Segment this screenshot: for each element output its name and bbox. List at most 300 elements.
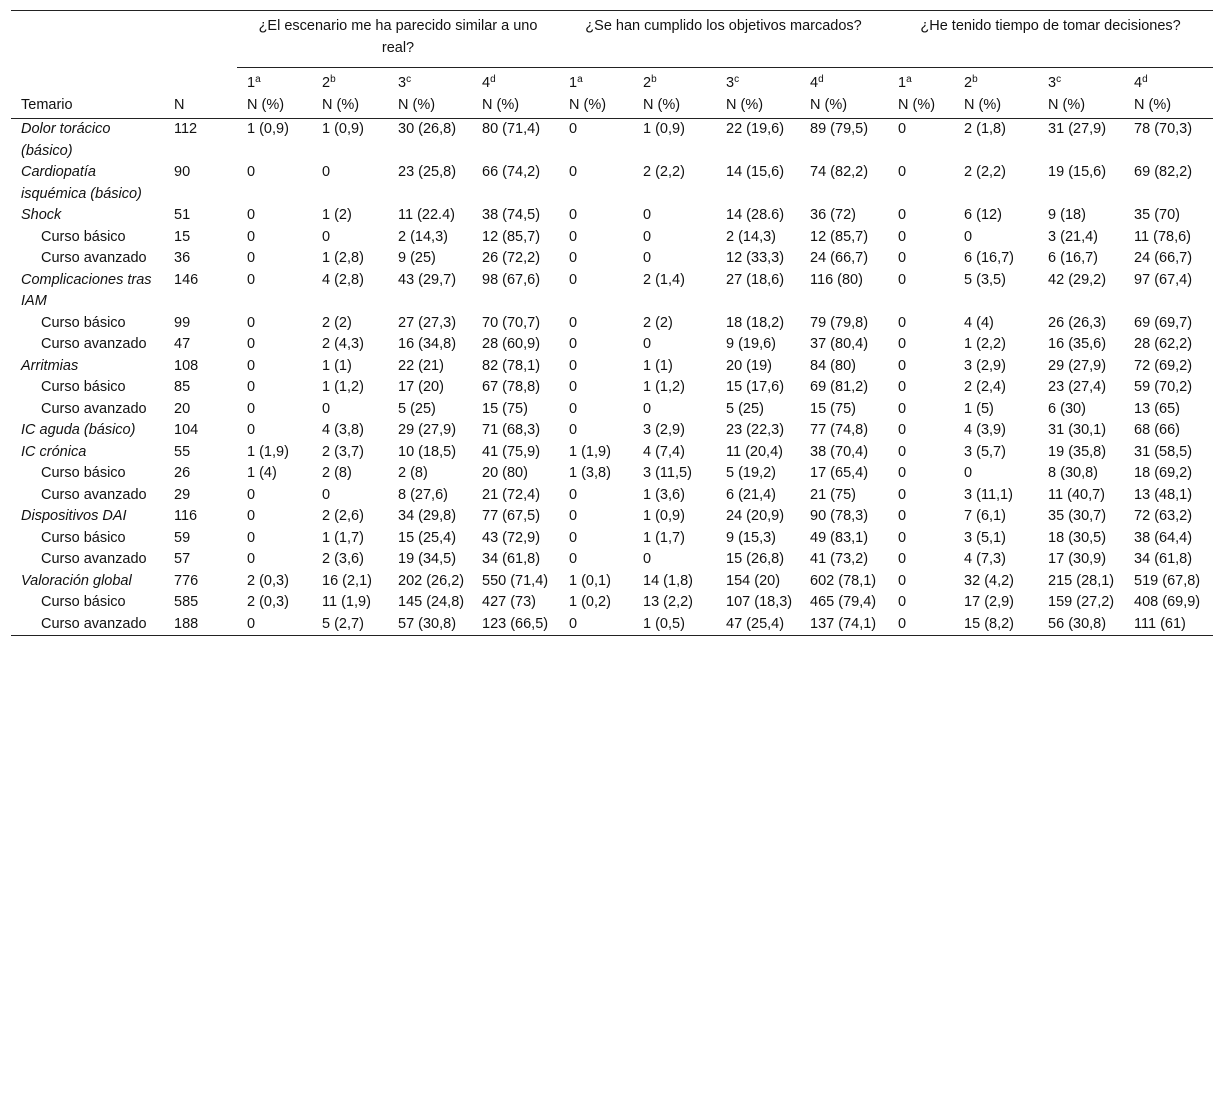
table-cell: 12 (85,7) xyxy=(482,228,541,245)
table-cell: 24 (66,7) xyxy=(810,250,869,266)
scale-number: 3 xyxy=(398,75,407,91)
scale-number: 1 xyxy=(569,75,578,91)
table-cell: 427 (73) xyxy=(482,594,537,610)
table-cell: 1 (2) xyxy=(322,207,352,223)
table-cell: 465 (79,4) xyxy=(810,594,877,610)
table-cell: 0 xyxy=(643,336,652,352)
table-cell: 79 (79,8) xyxy=(810,314,869,331)
table-cell: 0 xyxy=(643,400,652,417)
table-cell: 20 (80) xyxy=(482,465,528,481)
table-cell: 0 xyxy=(898,529,907,546)
table-cell: 0 xyxy=(237,614,312,636)
table-cell: 5 (3,5) xyxy=(964,271,1006,288)
table-cell: 1 (1,2) xyxy=(322,379,364,395)
scale-header xyxy=(312,68,388,95)
table-cell: 1 (1) xyxy=(322,357,352,374)
table-cell: 70 (70,7) xyxy=(482,314,541,331)
scale-number: 1 xyxy=(898,75,907,91)
table-header xyxy=(11,11,1213,119)
table-cell: 116 (80) xyxy=(810,271,863,288)
table-cell: 0 xyxy=(247,422,256,438)
table-cell: 2 (2,2) xyxy=(643,164,685,180)
table-cell: 69 (69,7) xyxy=(1134,314,1193,331)
table-cell: 0 xyxy=(898,271,907,288)
table-cell: 97 (67,4) xyxy=(1134,271,1193,288)
table-cell: 15 (26,8) xyxy=(726,551,785,567)
row-n: 47 xyxy=(174,336,191,352)
table-cell: 2 (14,3) xyxy=(398,228,448,245)
table-cell: 0 xyxy=(322,400,331,417)
table-cell: 69 (82,2) xyxy=(1134,164,1193,180)
table-cell: 0 xyxy=(247,164,256,180)
table-cell: 6 (30) xyxy=(1048,400,1086,417)
table-cell: 1 (1,7) xyxy=(322,529,364,546)
table-cell: 38 (74,5) xyxy=(482,207,541,223)
table-cell: 519 (67,8) xyxy=(1134,572,1201,589)
table-cell: 11 (40,7) xyxy=(1048,486,1105,503)
table-cell: 1 (3,8) xyxy=(569,465,611,481)
table-cell: 67 (78,8) xyxy=(482,379,541,395)
row-n: 90 xyxy=(174,164,191,180)
table-cell: 0 xyxy=(898,357,907,374)
table-cell: 68 (66) xyxy=(1134,422,1180,438)
column-header-n-percent: N (%) xyxy=(1038,95,1124,119)
scale-number: 2 xyxy=(322,75,331,91)
table-cell: 215 (28,1) xyxy=(1048,572,1115,589)
table-cell: 0 xyxy=(898,228,907,245)
question-realism-header: ¿El escenario me ha parecido similar a uno real? xyxy=(237,11,559,68)
table-row xyxy=(11,356,1213,378)
row-n: 85 xyxy=(174,379,191,395)
table-cell: 1 (0,9) xyxy=(247,121,289,137)
table-cell: 2 (1,4) xyxy=(643,271,685,288)
scale-header xyxy=(954,68,1038,95)
row-label: Shock xyxy=(21,207,62,223)
table-cell: 2 (8) xyxy=(398,465,428,481)
table-cell: 4 (2,8) xyxy=(322,271,364,288)
table-cell: 0 xyxy=(247,207,256,223)
table-cell: 6 (16,7) xyxy=(964,250,1015,266)
column-labels-row xyxy=(11,95,1213,119)
table-cell: 66 (74,2) xyxy=(482,164,541,180)
table-cell: 3 (21,4) xyxy=(1048,228,1099,245)
table-cell: 38 (64,4) xyxy=(1134,529,1193,546)
table-cell: 38 (70,4) xyxy=(810,443,869,460)
table-cell: 1 (2,2) xyxy=(964,336,1006,352)
row-n: 108 xyxy=(174,357,199,374)
table-cell: 72 (69,2) xyxy=(1134,357,1193,374)
table-cell: 31 (30,1) xyxy=(1048,422,1107,438)
table-cell: 31 (58,5) xyxy=(1134,443,1193,460)
table-cell: 0 xyxy=(898,314,907,331)
scale-footnote-mark: b xyxy=(330,74,336,85)
column-header-n-percent: N (%) xyxy=(237,95,312,119)
table-cell: 3 (5,7) xyxy=(964,443,1006,460)
table-cell: 5 (2,7) xyxy=(312,614,388,636)
table-cell: 0 xyxy=(247,379,256,395)
scale-number: 1 xyxy=(247,75,256,91)
scale-row xyxy=(11,68,1213,95)
table-cell: 4 (3,9) xyxy=(964,422,1006,438)
table-cell: 24 (66,7) xyxy=(1134,250,1193,266)
table-cell: 26 (26,3) xyxy=(1048,314,1107,331)
table-cell: 57 (30,8) xyxy=(388,614,472,636)
table-cell: 0 xyxy=(569,228,578,245)
table-cell: 3 (11,1) xyxy=(964,486,1013,503)
scale-header xyxy=(559,68,633,95)
table-cell: 12 (33,3) xyxy=(726,250,785,266)
table-cell: 77 (67,5) xyxy=(482,508,541,524)
table-cell: 3 (2,9) xyxy=(964,357,1006,374)
row-n: 104 xyxy=(174,422,199,438)
table-cell: 0 xyxy=(643,551,652,567)
table-cell: 1 (0,1) xyxy=(569,572,611,589)
table-cell: 43 (29,7) xyxy=(398,271,457,288)
table-row xyxy=(11,442,1213,464)
column-header-n-percent: N (%) xyxy=(954,95,1038,119)
row-n: 116 xyxy=(174,508,198,524)
table-cell: 84 (80) xyxy=(810,357,856,374)
scale-number: 3 xyxy=(726,75,735,91)
table-row xyxy=(11,485,1213,507)
table-cell: 20 (19) xyxy=(726,357,772,374)
table-cell: 0 xyxy=(964,465,973,481)
table-row xyxy=(11,571,1213,593)
table-cell: 11 (1,9) xyxy=(322,594,371,610)
table-cell: 35 (70) xyxy=(1134,207,1180,223)
table-cell: 4 (7,4) xyxy=(643,443,685,460)
table-cell: 41 (75,9) xyxy=(482,443,541,460)
table-row xyxy=(11,248,1213,270)
table-cell: 3 (5,1) xyxy=(964,529,1006,546)
table-cell: 2 (2,6) xyxy=(322,508,364,524)
scale-header xyxy=(888,68,954,95)
table-cell: 0 xyxy=(247,508,256,524)
table-cell: 7 (6,1) xyxy=(964,508,1006,524)
table-cell: 5 (25) xyxy=(398,400,436,417)
table-cell: 82 (78,1) xyxy=(482,357,541,374)
table-cell: 47 (25,4) xyxy=(716,614,800,636)
table-cell: 18 (69,2) xyxy=(1134,465,1193,481)
table-cell: 24 (20,9) xyxy=(726,508,785,524)
table-cell: 0 xyxy=(322,486,331,503)
table-cell: 29 (27,9) xyxy=(1048,357,1107,374)
table-cell: 0 xyxy=(898,594,907,610)
table-cell: 11 (20,4) xyxy=(726,443,783,460)
table-cell: 35 (30,7) xyxy=(1048,508,1107,524)
table-cell: 11 (22.4) xyxy=(398,207,455,223)
table-cell: 42 (29,2) xyxy=(1048,271,1107,288)
table-cell: 0 xyxy=(569,250,578,266)
table-cell: 2 (4,3) xyxy=(322,336,364,352)
scale-header xyxy=(716,68,800,95)
table-cell: 0 xyxy=(898,164,907,180)
column-header-n-percent: N (%) xyxy=(559,95,633,119)
table-cell: 1 (4) xyxy=(247,465,277,481)
table-cell: 1 (0,2) xyxy=(569,594,611,610)
table-cell: 3 (2,9) xyxy=(643,422,685,438)
row-label: Curso avanzado xyxy=(11,614,164,636)
table-cell: 111 (61) xyxy=(1124,614,1213,636)
table-cell: 11 (78,6) xyxy=(1134,228,1191,245)
scale-header xyxy=(472,68,559,95)
row-n: 26 xyxy=(174,465,191,481)
column-header-n-percent: N (%) xyxy=(388,95,472,119)
table-cell: 159 (27,2) xyxy=(1048,594,1115,610)
table-cell: 80 (71,4) xyxy=(482,121,541,137)
table-cell: 0 xyxy=(898,465,907,481)
row-label: Curso básico xyxy=(41,465,126,481)
column-header-n-percent: N (%) xyxy=(716,95,800,119)
table-cell: 550 (71,4) xyxy=(482,572,549,589)
table-cell: 0 xyxy=(643,250,652,266)
row-n: 55 xyxy=(174,443,191,460)
row-n: 188 xyxy=(164,614,237,636)
table-cell: 14 (15,6) xyxy=(726,164,785,180)
table-row xyxy=(11,549,1213,571)
table-cell: 2 (0,3) xyxy=(247,572,289,589)
table-cell: 26 (72,2) xyxy=(482,250,541,266)
table-row xyxy=(11,162,1213,205)
row-label: Curso básico xyxy=(41,529,126,546)
column-header-topic: Temario xyxy=(11,95,164,119)
column-header-n-percent: N (%) xyxy=(633,95,716,119)
table-cell: 123 (66,5) xyxy=(472,614,559,636)
scale-footnote-mark: d xyxy=(490,74,496,85)
table-cell: 3 (11,5) xyxy=(643,465,692,481)
scale-header xyxy=(388,68,472,95)
table-cell: 5 (19,2) xyxy=(726,465,776,481)
table-cell: 9 (19,6) xyxy=(726,336,776,352)
row-label: Arritmias xyxy=(21,357,79,374)
table-cell: 1 (0,9) xyxy=(322,121,364,137)
table-cell: 0 xyxy=(322,228,331,245)
table-cell: 4 (3,8) xyxy=(322,422,364,438)
table-cell: 30 (26,8) xyxy=(398,121,457,137)
table-cell: 0 xyxy=(898,443,907,460)
table-cell: 17 (65,4) xyxy=(810,465,869,481)
row-n: 20 xyxy=(174,400,191,417)
table-cell: 0 xyxy=(898,250,907,266)
table-cell: 0 xyxy=(569,357,578,374)
table-cell: 72 (63,2) xyxy=(1134,508,1193,524)
row-n: 29 xyxy=(174,486,191,503)
row-label: Curso básico xyxy=(41,228,126,245)
row-n: 59 xyxy=(174,529,191,546)
table-cell: 4 (7,3) xyxy=(964,551,1006,567)
column-header-n-percent: N (%) xyxy=(472,95,559,119)
table-cell: 77 (74,8) xyxy=(810,422,869,438)
column-header-n-percent: N (%) xyxy=(888,95,954,119)
table-cell: 16 (2,1) xyxy=(322,572,372,589)
table-row xyxy=(11,205,1213,227)
table-cell: 0 xyxy=(247,250,256,266)
table-cell: 2 (0,3) xyxy=(247,594,289,610)
table-cell: 15 (75) xyxy=(482,400,528,417)
table-cell: 1 (1,7) xyxy=(643,529,685,546)
table-cell: 13 (65) xyxy=(1134,400,1180,417)
table-row xyxy=(11,399,1213,421)
table-cell: 41 (73,2) xyxy=(810,551,869,567)
row-label: Valoración global xyxy=(21,572,132,589)
table-cell: 0 xyxy=(569,486,578,503)
table-row xyxy=(11,614,1213,636)
table-cell: 1 (1,9) xyxy=(247,443,289,460)
table-cell: 0 xyxy=(898,379,907,395)
row-label: Curso avanzado xyxy=(41,551,147,567)
row-label: IC crónica xyxy=(21,443,87,460)
scale-number: 4 xyxy=(482,75,491,91)
table-cell: 1 (1,9) xyxy=(569,443,611,460)
row-n: 585 xyxy=(174,594,199,610)
table-cell: 29 (27,9) xyxy=(398,422,457,438)
table-cell: 14 (1,8) xyxy=(643,572,693,589)
column-header-n-percent: N (%) xyxy=(312,95,388,119)
table-cell: 0 xyxy=(247,486,256,503)
table-cell: 0 xyxy=(898,551,907,567)
table-cell: 1 (0,9) xyxy=(643,508,685,524)
table-cell: 0 xyxy=(898,336,907,352)
row-label: Curso avanzado xyxy=(41,250,147,266)
row-label: Curso básico xyxy=(41,314,126,331)
table-body xyxy=(11,119,1213,636)
table-cell: 78 (70,3) xyxy=(1134,121,1193,137)
scale-header xyxy=(800,68,888,95)
table-cell: 602 (78,1) xyxy=(810,572,877,589)
table-cell: 0 xyxy=(322,164,331,180)
table-cell: 59 (70,2) xyxy=(1134,379,1193,395)
table-cell: 1 (1,2) xyxy=(643,379,685,395)
table-cell: 6 (12) xyxy=(964,207,1002,223)
table-cell: 0 xyxy=(247,314,256,331)
table-cell: 0 xyxy=(247,529,256,546)
table-cell: 0 xyxy=(247,400,256,417)
table-cell: 0 xyxy=(569,164,578,180)
table-cell: 1 (3,6) xyxy=(643,486,685,503)
table-row xyxy=(11,334,1213,356)
table-cell: 17 (20) xyxy=(398,379,444,395)
table-cell: 98 (67,6) xyxy=(482,271,541,288)
table-cell: 408 (69,9) xyxy=(1134,594,1201,610)
scale-footnote-mark: d xyxy=(818,74,824,85)
row-n: 15 xyxy=(174,228,191,245)
table-cell: 1 (1) xyxy=(643,357,673,374)
table-cell: 22 (21) xyxy=(398,357,444,374)
scale-footnote-mark: a xyxy=(906,74,912,85)
scale-footnote-mark: b xyxy=(972,74,978,85)
table-cell: 36 (72) xyxy=(810,207,856,223)
table-cell: 10 (18,5) xyxy=(398,443,457,460)
table-cell: 0 xyxy=(247,357,256,374)
scale-footnote-mark: d xyxy=(1142,74,1148,85)
header-blank xyxy=(11,11,164,68)
table-cell: 0 xyxy=(898,508,907,524)
table-cell: 0 xyxy=(569,508,578,524)
header-blank xyxy=(11,68,164,95)
row-n: 112 xyxy=(174,121,198,137)
row-label: IC aguda (básico) xyxy=(21,422,136,438)
table-cell: 0 xyxy=(569,400,578,417)
table-cell: 2 (14,3) xyxy=(726,228,776,245)
table-cell: 16 (34,8) xyxy=(398,336,457,352)
table-cell: 18 (18,2) xyxy=(726,314,785,331)
table-row xyxy=(11,528,1213,550)
table-cell: 0 xyxy=(247,228,256,245)
row-n: 57 xyxy=(174,551,191,567)
table-cell: 0 xyxy=(247,336,256,352)
table-cell: 13 (48,1) xyxy=(1134,486,1193,503)
table-cell: 23 (22,3) xyxy=(726,422,785,438)
question-objectives-header: ¿Se han cumplido los objetivos marcados? xyxy=(559,11,888,68)
table-cell: 6 (21,4) xyxy=(726,486,776,503)
table-cell: 2 (2,2) xyxy=(964,164,1006,180)
row-label: Dispositivos DAI xyxy=(21,508,127,524)
table-row xyxy=(11,313,1213,335)
table-cell: 15 (75) xyxy=(810,400,856,417)
scale-header xyxy=(1038,68,1124,95)
table-cell: 21 (75) xyxy=(810,486,856,503)
table-cell: 56 (30,8) xyxy=(1038,614,1124,636)
table-cell: 0 xyxy=(898,400,907,417)
table-cell: 0 xyxy=(569,121,578,137)
table-cell: 0 xyxy=(569,314,578,331)
row-label: Curso básico xyxy=(41,594,126,610)
table-cell: 0 xyxy=(569,271,578,288)
header-blank xyxy=(164,11,237,68)
table-cell: 17 (30,9) xyxy=(1048,551,1107,567)
table-cell: 13 (2,2) xyxy=(643,594,693,610)
table-cell: 16 (35,6) xyxy=(1048,336,1107,352)
scale-footnote-mark: c xyxy=(734,74,740,85)
table-cell: 74 (82,2) xyxy=(810,164,869,180)
row-n: 146 xyxy=(174,271,199,288)
table-cell: 1 (0,9) xyxy=(643,121,685,137)
scale-number: 2 xyxy=(643,75,652,91)
table-cell: 8 (30,8) xyxy=(1048,465,1099,481)
scale-number: 2 xyxy=(964,75,973,91)
table-cell: 28 (62,2) xyxy=(1134,336,1193,352)
table-cell: 0 xyxy=(964,228,973,245)
scale-number: 3 xyxy=(1048,75,1057,91)
table-cell: 28 (60,9) xyxy=(482,336,541,352)
scale-footnote-mark: a xyxy=(255,74,261,85)
table-cell: 0 xyxy=(898,486,907,503)
table-cell: 23 (25,8) xyxy=(398,164,457,180)
table-cell: 0 xyxy=(898,572,907,589)
table-cell: 37 (80,4) xyxy=(810,336,869,352)
table-cell: 2 (2,4) xyxy=(964,379,1006,395)
table-cell: 15 (8,2) xyxy=(954,614,1038,636)
table-cell: 18 (30,5) xyxy=(1048,529,1107,546)
results-table xyxy=(11,10,1213,636)
row-n: 99 xyxy=(174,314,191,331)
table-cell: 0 xyxy=(569,529,578,546)
row-label: Dolor torácico (básico) xyxy=(21,121,111,159)
table-cell: 107 (18,3) xyxy=(726,594,793,610)
table-cell: 71 (68,3) xyxy=(482,422,541,438)
table-cell: 2 (3,7) xyxy=(322,443,364,460)
table-cell: 17 (2,9) xyxy=(964,594,1015,610)
table-cell: 69 (81,2) xyxy=(810,379,869,395)
table-cell: 1 (5) xyxy=(964,400,994,417)
table-row xyxy=(11,463,1213,485)
scale-footnote-mark: c xyxy=(406,74,412,85)
table-cell: 0 xyxy=(569,207,578,223)
table-cell: 49 (83,1) xyxy=(810,529,869,546)
table-row xyxy=(11,270,1213,313)
table-cell: 19 (35,8) xyxy=(1048,443,1107,460)
scale-number: 4 xyxy=(810,75,819,91)
